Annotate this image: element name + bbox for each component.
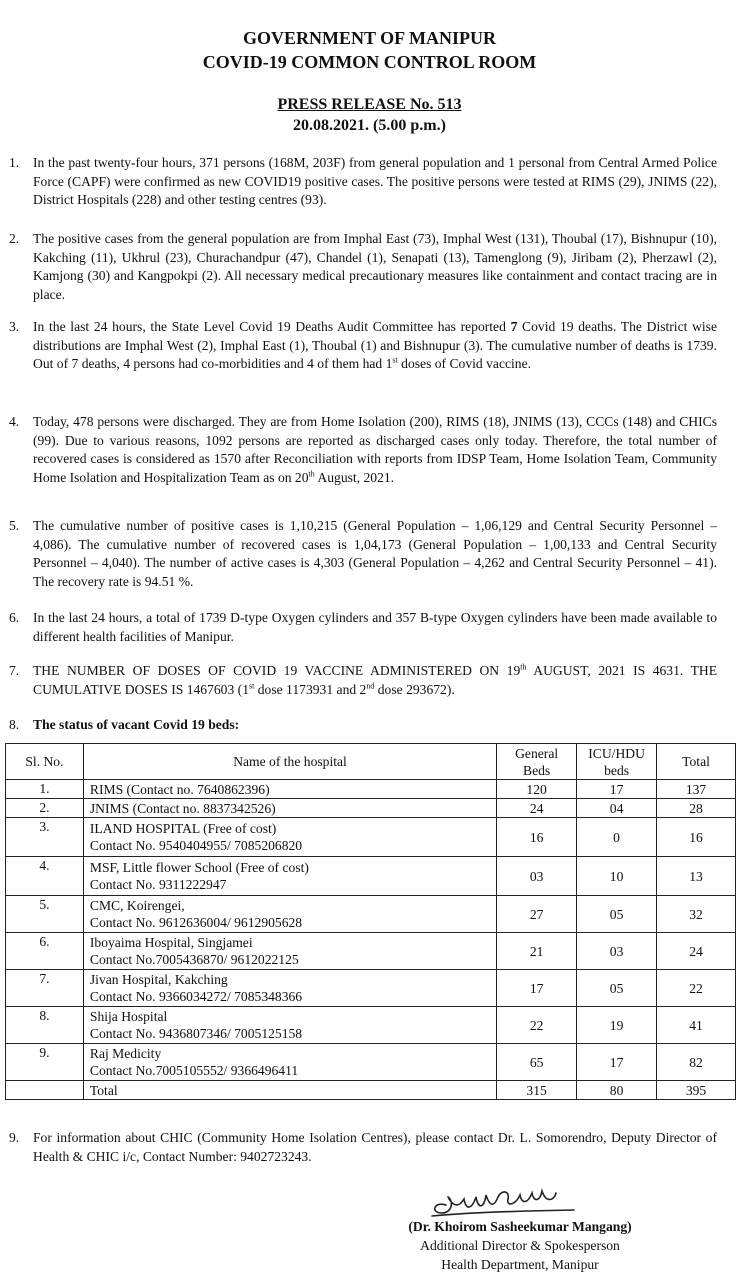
cell-general: 120 xyxy=(497,780,577,799)
signatory-name: (Dr. Khoirom Sasheekumar Mangang) xyxy=(408,1219,632,1234)
paragraph-number: 6. xyxy=(9,610,20,625)
paragraph-number: 8. xyxy=(9,717,20,732)
paragraph-number: 3. xyxy=(9,319,20,334)
header-general-beds: General Beds xyxy=(497,744,577,780)
cell-total: 22 xyxy=(657,970,736,1007)
paragraph-text: In the last 24 hours, a total of 1739 D-type Oxygen cylinders and 357 B-type Oxygen cylinders have been made available to different health facilities of Manipur. xyxy=(33,610,717,644)
signatory-department: Health Department, Manipur xyxy=(441,1257,599,1272)
cell-icu-total: 80 xyxy=(577,1081,657,1100)
cell-total: 82 xyxy=(657,1044,736,1081)
table-row xyxy=(6,896,736,933)
paragraph-2 xyxy=(9,230,717,304)
cell-sl xyxy=(6,1081,84,1100)
paragraph-4 xyxy=(9,413,717,487)
cell-icu: 17 xyxy=(577,1044,657,1081)
table-row xyxy=(6,1044,736,1081)
cell-sl: 2. xyxy=(6,799,84,818)
cell-grand-total: 395 xyxy=(657,1081,736,1100)
government-title: GOVERNMENT OF MANIPUR xyxy=(243,28,496,48)
cell-hospital: MSF, Little flower School (Free of cost) Contact No. 9311222947 xyxy=(83,857,496,896)
cell-hospital: JNIMS (Contact no. 8837342526) xyxy=(83,799,496,818)
paragraph-number: 5. xyxy=(9,518,20,533)
header-sl-no: Sl. No. xyxy=(6,744,84,780)
cell-total: 16 xyxy=(657,818,736,857)
paragraph-number: 9. xyxy=(9,1130,20,1145)
paragraph-8 xyxy=(9,716,717,735)
paragraph-text: Today, 478 persons were discharged. They are from Home Isolation (200), RIMS (18), JNIMS (13), CCCs (148) and CHICs (99). Due to various reasons, 1092 persons are reported as discharged cases only today. Therefore, the total number of recovered cases is considered as 1570 after Reconciliation with reports from IDSP Team, Home Isolation Team, Community Home Isolation and Hospitalization Team as on 20th August, 2021. xyxy=(33,414,717,485)
cell-sl: 4. xyxy=(6,857,84,896)
paragraph-text: The status of vacant Covid 19 beds: xyxy=(33,717,240,732)
cell-icu: 04 xyxy=(577,799,657,818)
paragraph-number: 7. xyxy=(9,663,20,678)
cell-sl: 9. xyxy=(6,1044,84,1081)
cell-icu: 05 xyxy=(577,896,657,933)
paragraph-number: 4. xyxy=(9,414,20,429)
cell-hospital: RIMS (Contact no. 7640862396) xyxy=(83,780,496,799)
table-row xyxy=(6,818,736,857)
header-total: Total xyxy=(657,744,736,780)
signature-image xyxy=(424,1183,594,1223)
header-hospital-name: Name of the hospital xyxy=(83,744,496,780)
paragraph-text: For information about CHIC (Community Home Isolation Centres), please contact Dr. L. Somorendro, Deputy Director of Health & CHIC i/c, Contact Number: 9402723243. xyxy=(33,1130,717,1164)
cell-general-total: 315 xyxy=(497,1081,577,1100)
paragraph-number: 1. xyxy=(9,155,20,170)
cell-sl: 6. xyxy=(6,933,84,970)
table-row xyxy=(6,970,736,1007)
cell-general: 16 xyxy=(497,818,577,857)
vacant-beds-table xyxy=(5,743,736,1100)
paragraph-text: The cumulative number of positive cases is 1,10,215 (General Population – 1,06,129 and Central Security Personnel – 4,086). The cumulative number of recovered cases is 1,04,173 (General Population – 1,00,133 and Central Security Personnel – 4,040). The number of active cases is 4,303 (General Population – 4,262 and Central Security Personnel – 41). The recovery rate is 94.51 %. xyxy=(33,518,717,589)
cell-total: 13 xyxy=(657,857,736,896)
press-release-number: PRESS RELEASE No. 513 xyxy=(277,96,462,113)
cell-sl: 7. xyxy=(6,970,84,1007)
cell-icu: 05 xyxy=(577,970,657,1007)
paragraph-text: THE NUMBER OF DOSES OF COVID 19 VACCINE ADMINISTERED ON 19th AUGUST, 2021 IS 4631. THE CUMULATIVE DOSES IS 1467603 (1st dose 1173931 and 2nd dose 293672). xyxy=(33,662,717,697)
cell-hospital: Jivan Hospital, Kakching Contact No. 9366034272/ 7085348366 xyxy=(83,970,496,1007)
table-row xyxy=(6,1007,736,1044)
cell-general: 24 xyxy=(497,799,577,818)
table-row xyxy=(6,857,736,896)
paragraph-5 xyxy=(9,517,717,591)
cell-general: 17 xyxy=(497,970,577,1007)
paragraph-7 xyxy=(9,662,717,699)
cell-general: 65 xyxy=(497,1044,577,1081)
cell-icu: 0 xyxy=(577,818,657,857)
cell-hospital: Iboyaima Hospital, Singjamei Contact No.7005436870/ 9612022125 xyxy=(83,933,496,970)
table-row xyxy=(6,780,736,799)
cell-hospital: Raj Medicity Contact No.7005105552/ 9366496411 xyxy=(83,1044,496,1081)
cell-sl: 5. xyxy=(6,896,84,933)
cell-total-label: Total xyxy=(83,1081,496,1100)
cell-icu: 03 xyxy=(577,933,657,970)
cell-total: 41 xyxy=(657,1007,736,1044)
cell-total: 137 xyxy=(657,780,736,799)
table-row xyxy=(6,799,736,818)
cell-hospital: ILAND HOSPITAL (Free of cost) Contact No. 9540404955/ 7085206820 xyxy=(83,818,496,857)
paragraph-1 xyxy=(9,154,717,210)
cell-icu: 17 xyxy=(577,780,657,799)
paragraph-3 xyxy=(9,318,717,374)
cell-total: 32 xyxy=(657,896,736,933)
cell-general: 22 xyxy=(497,1007,577,1044)
press-release-date: 20.08.2021. (5.00 p.m.) xyxy=(293,117,446,134)
cell-sl: 3. xyxy=(6,818,84,857)
paragraph-text: In the past twenty-four hours, 371 persons (168M, 203F) from general population and 1 personal from Central Armed Police Force (CAPF) were confirmed as new COVID19 positive cases. The positive persons were tested at RIMS (29), JNIMS (22), District Hospitals (228) and other testing centres (93). xyxy=(33,155,717,208)
table-row xyxy=(6,933,736,970)
paragraph-text: In the last 24 hours, the State Level Covid 19 Deaths Audit Committee has reported 7 Covid 19 deaths. The District wise distributions are Imphal West (2), Imphal East (1), Thoubal (1) and Bishnupur (3). The cumulative number of deaths is 1739. Out of 7 deaths, 4 persons had co-morbidities and 4 of them had 1st doses of Covid vaccine. xyxy=(33,319,717,372)
cell-sl: 1. xyxy=(6,780,84,799)
cell-hospital: Shija Hospital Contact No. 9436807346/ 7005125158 xyxy=(83,1007,496,1044)
cell-icu: 10 xyxy=(577,857,657,896)
paragraph-6 xyxy=(9,609,717,646)
cell-general: 27 xyxy=(497,896,577,933)
table-total-row xyxy=(6,1081,736,1100)
header-icu-beds: ICU/HDU beds xyxy=(577,744,657,780)
cell-general: 03 xyxy=(497,857,577,896)
paragraph-9 xyxy=(9,1129,717,1166)
cell-total: 28 xyxy=(657,799,736,818)
control-room-title: COVID-19 COMMON CONTROL ROOM xyxy=(202,52,537,72)
cell-total: 24 xyxy=(657,933,736,970)
cell-general: 21 xyxy=(497,933,577,970)
cell-sl: 8. xyxy=(6,1007,84,1044)
paragraph-number: 2. xyxy=(9,231,20,246)
signatory-title: Additional Director & Spokesperson xyxy=(420,1238,620,1253)
table-header-row xyxy=(6,744,736,780)
cell-hospital: CMC, Koirengei, Contact No. 9612636004/ 9612905628 xyxy=(83,896,496,933)
cell-icu: 19 xyxy=(577,1007,657,1044)
paragraph-text: The positive cases from the general population are from Imphal East (73), Imphal West (131), Thoubal (17), Bishnupur (10), Kakching (11), Ukhrul (23), Churachandpur (47), Chandel (1), Senapati (13), Tamenglong (9), Jiribam (2), Pherzawl (2), Kamjong (30) and Kangpokpi (2). All necessary medical precautionary measures like containment and contact tracing are in place. xyxy=(33,231,717,302)
